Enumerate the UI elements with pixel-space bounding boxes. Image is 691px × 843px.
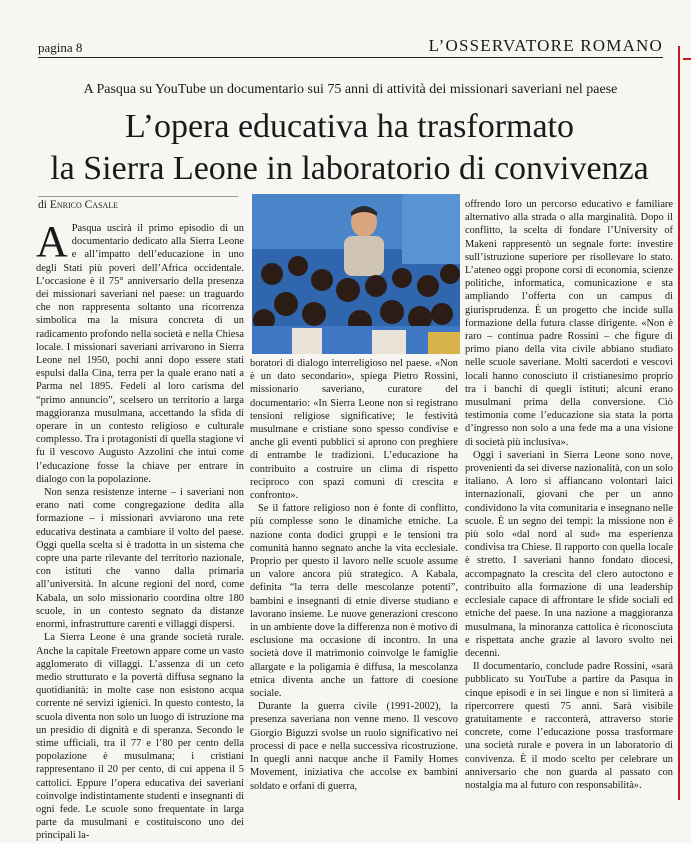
- paragraph: Oggi i saveriani in Sierra Leone sono nove, provenienti da sei diverse nazionalità, con un solo italiano. A loro si affiancano volontari laici internazionali, giovani che per un anno condividono la vita comunitaria e insegnano nelle scuole. È un segno dei tempi: la missione non è più solo «dal nord al sud» ma esperienza condivisa tra Chiese. Il rapporto con quella locale è stretto. I saveriani hanno fondato diocesi, accompagnato la crescita del clero autoctono e contribuito alla formazione di una leadership ecclesiale capace di affrontare le sfide sociali ed etniche del paese. In una nazione a maggioranza musulmana, la minoranza cattolica è riconosciuta e rispettata anche grazie al lavoro svolto nei decenni.: [465, 449, 673, 659]
- article-photo: [252, 194, 460, 354]
- paragraph: La Sierra Leone è una grande società rurale. Anche la capitale Freetown appare come un vasto agglomerato di villaggi. L’assenza di un ceto medio strutturato e la povertà diffusa segnano la quotidianità: in molte case non esistono acqua corrente né servizi igienici. In questo contesto, la scuola diventa non solo un luogo di istruzione ma un presidio di dignità e di speranza. Secondo le stime ufficiali, tra il 77 e l’80 per cento della popolazione è musulmana; i cristiani rappresentano il 20 per cento, di cui appena il 5 cattolici. Eppure l’opera educativa dei saveriani coinvolge indistintamente studenti e insegnanti di ogni fede. Le scuole sono frequentate in larga parte da musulmani e costituiscono uno dei principali la-: [36, 632, 244, 842]
- children-uniforms: [252, 326, 460, 354]
- missionary-shirt: [344, 236, 384, 276]
- headline-line-1: L’opera educativa ha trasformato: [124, 108, 575, 145]
- masthead: L’OSSERVATORE ROMANO: [428, 36, 663, 55]
- page-header: [38, 34, 663, 56]
- paragraph: Non senza resistenze interne – i saveriani non erano nati come congregazione dedita alla formazione – i missionari avviarono una rete educativa destinata a cambiare il volto del paese. Oggi quella scelta si è tradotta in un sistema che copre una parte rilevante del territorio nazionale, con istituti che vanno dalla primaria all’università. In alcune regioni del nord, come Kabala, un solo missionario coordina oltre 180 scuole, in un contesto segnato da distanze enormi, infrastrutture carenti e villaggi dispersi.: [36, 487, 244, 631]
- header-rule: [38, 57, 663, 58]
- byline: [38, 199, 118, 211]
- paragraph: Se il fattore religioso non è fonte di conflitto, più complesse sono le dinamiche etniche. La nazione conta dodici gruppi e le tensioni tra comunità hanno segnato anche la vita ecclesiale. Proprio per questo il lavoro nelle scuole assume un valore ancora più strategico. A Kabala, definita “la terra delle mescolanze potenti”, bambini e insegnanti di etnie diverse studiano e lavorano insieme. Le nuove generazioni crescono in un ambiente dove la differenza non è motivo di esclusione ma occasione di incontro. In una società dove il matrimonio coinvolge le famiglie allargate e la poligamia è diffusa, la mescolanza etnica diventa anche un fattore di coesione sociale.: [250, 503, 458, 700]
- column-2: [250, 357, 458, 800]
- page-edge-red-tick: [683, 58, 691, 60]
- headline: [30, 106, 669, 190]
- paragraph: Il documentario, conclude padre Rossini, «sarà pubblicato su YouTube a partire da Pasqua in cinque episodi e in sei lingue e non si limiterà a ripercorrere questi 75 anni. Sarà visibile gratuitamente e racconterà, attraverso storie concrete, come l’educazione possa trasformare una società rurale e povera in un laboratorio di convivenza. È il modo scelto per celebrare un anniversario che non guarda al passato con nostalgia ma al futuro con responsabilità».: [465, 661, 673, 791]
- kicker: A Pasqua su YouTube un documentario sui 75 anni di attività dei missionari saveriani nel paese: [83, 82, 618, 97]
- byline-prefix: di: [38, 199, 47, 211]
- paragraph: [36, 217, 244, 486]
- paragraph: offrendo loro un percorso educativo e familiare alternativo alla strada o alla marginalità. Dopo il conflitto, la scelta di fondare l’University of Makeni rappresentò un segnale forte: investire sull’istruzione superiore per risollevare lo stato. L’ateneo oggi propone corsi di economia, scienze politiche, informatica, comunicazione e sta ampliando l’offerta con un campus di giurisprudenza. È un progetto che incide sulla formazione della futura classe dirigente. «Non è raro – continua padre Rossini – che figure di primo piano della vita civile abbiano studiato nelle scuole saveriane. Molti sacerdoti e vescovi locali hanno conosciuto il cristianesimo proprio tra i banchi di quegli istituti; alcuni erano musulmani prima della conversione. Ciò testimonia come l’educazione sia stata la porta d’ingresso non solo a una fede ma a una visione di società più inclusiva».: [465, 199, 673, 448]
- photo-illustration: [252, 194, 460, 354]
- paragraph: boratori di dialogo interreligioso nel paese. «Non è un dato secondario», spiega Pietro Rossini, missionario saveriano, curatore del documentario: «In Sierra Leone non si registrano tensioni religiose significative; le festività musulmane e cristiane sono spesso condivise e anche gli eventi pubblici si aprono con preghiere di entrambe le tradizioni. L’educazione ha contribuito a costruire un clima di rispetto reciproco con spazi comuni di crescita e confronto».: [250, 358, 458, 502]
- byline-rule: [38, 196, 238, 197]
- paragraph: Durante la guerra civile (1991-2002), la presenza saveriana non venne meno. Il vescovo Giorgio Biguzzi svolse un ruolo significativo nei processi di pace e nella successiva ricostruzione. In quegli anni nacque anche il Family Homes Movement, iniziativa che accolse ex bambini soldato e orfani di guerra,: [250, 701, 458, 792]
- paragraph-text: Pasqua uscirà il primo episodio di un documentario dedicato alla Sierra Leone e all’impatto dell’educazione in uno degli Stati più poveri dell’Africa occidentale. L’occasione è il 75° anniversario della presenza dei missionari saveriani nel paese: un traguardo che non rappresenta soltanto una ricorrenza simbolica ma la misura concreta di un radicamento profondo nella società e nella Chiesa locale. I missionari saveriani arrivarono in Sierra Leone nel 1950, pochi anni dopo essere stati espulsi dalla Cina, terra per la quale erano nati a Parma nel 1895. Fedeli al loro carisma del “primo annuncio”, scelsero un territorio a larga maggioranza musulmana, accettando la sfida di operare in un contesto religioso e culturale complesso. Tra i protagonisti di quella stagione vi fu il vescovo Augusto Azzolini che intuì come l’educazione fosse la chiave per entrare in dialogo con la popolazione.: [36, 223, 244, 485]
- drop-cap: A: [36, 217, 68, 266]
- page-edge-red-line: [678, 46, 680, 800]
- column-1: [36, 217, 244, 842]
- photo-window: [402, 194, 460, 264]
- byline-author: Enrico Casale: [49, 199, 119, 211]
- column-3: [465, 198, 673, 800]
- headline-line-2: la Sierra Leone in laboratorio di convivenza: [50, 150, 649, 187]
- page-number: pagina 8: [38, 40, 83, 55]
